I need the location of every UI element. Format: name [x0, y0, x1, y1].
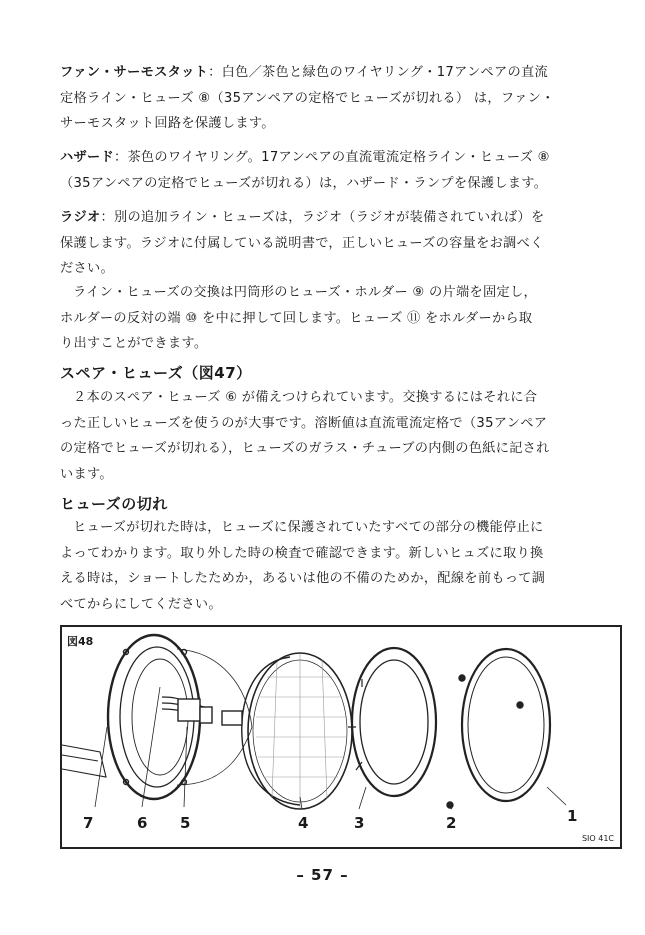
callout-1: 1: [567, 807, 578, 825]
hazard-paragraph: [60, 145, 625, 196]
callout-3: 3: [354, 814, 365, 832]
radio-line-1: ：別の追加ライン・ヒューズは，ラジオ（ラジオが装備されていれば）を: [100, 210, 545, 225]
radio-paragraph: [60, 205, 625, 282]
spare-line-3: の定格でヒューズが切れる），ヒューズのガラス・チューブの内側の色紙に記され: [60, 441, 550, 456]
radio-line-3: ださい。: [60, 261, 114, 276]
blown-line-4: べてからにしてください。: [60, 596, 222, 612]
callout-5: 5: [180, 814, 191, 832]
headlamp-exploded-figure: [60, 625, 622, 849]
fan-line-1: ：白色／茶色と緑色のワイヤリング・17アンペアの直流: [208, 65, 548, 80]
blown-fuse-paragraph: [60, 515, 625, 617]
replace-line-1: ライン・ヒューズの交換は円筒形のヒューズ・ホルダー ⑨ の片端を固定し，: [73, 285, 537, 300]
hazard-line-2: （35アンペアの定格でヒューズが切れる）は，ハザード・ランプを保護します。: [60, 175, 548, 191]
page-number: – 57 –: [296, 866, 349, 884]
radio-title: ラジオ: [60, 210, 101, 225]
blown-line-1: ヒューズが切れた時は，ヒューズに保護されていたすべての部分の機能停止に: [73, 520, 544, 535]
blown-fuse-heading: ヒューズの切れ: [60, 495, 168, 513]
replace-line-3: り出すことができます。: [60, 336, 208, 351]
callout-7: 7: [83, 814, 94, 832]
figure-label: 図48: [67, 635, 94, 648]
callout-2: 2: [446, 814, 457, 832]
hazard-title: ハザード: [60, 150, 114, 165]
callout-6: 6: [137, 814, 148, 832]
figure-code: SIO 41C: [581, 834, 614, 843]
spare-line-2: った正しいヒューズを使うのが大事です。溶断値は直流電流定格で（35アンペア: [60, 415, 548, 431]
blown-line-3: える時は，ショートしたためか，あるいは他の不備のためか，配線を前もって調: [60, 571, 546, 586]
blown-line-2: よってわかります。取り外した時の検査で確認できます。新しいヒュズに取り換: [60, 545, 544, 561]
fan-line-2: 定格ライン・ヒューズ ⑧（35アンペアの定格でヒューズが切れる） は，ファン・: [60, 90, 555, 106]
spare-fuse-paragraph: [60, 385, 625, 487]
replace-line-2: ホルダーの反対の端 ⑩ を中に押して回します。ヒューズ ⑪ をホルダーから取: [60, 310, 533, 326]
spare-fuse-heading: スペア・ヒューズ（図47）: [60, 364, 252, 382]
hazard-line-1: ：茶色のワイヤリング。17アンペアの直流電流定格ライン・ヒューズ ⑧: [113, 150, 550, 165]
spare-line-4: います。: [60, 466, 113, 482]
spare-line-1: ２本のスペア・ヒューズ ⑥ が備えつけられています。交換するにはそれに合: [73, 390, 538, 405]
fan-thermostat-title: ファン・サーモスタット: [60, 65, 209, 80]
callout-4: 4: [298, 814, 309, 832]
radio-line-2: 保護します。ラジオに付属している説明書で，正しいヒューズの容量をお調べく: [60, 235, 544, 251]
fan-line-3: サーモスタット回路を保護します。: [60, 116, 275, 131]
fuse-replace-paragraph: [60, 280, 625, 357]
fan-thermostat-paragraph: [60, 60, 625, 137]
